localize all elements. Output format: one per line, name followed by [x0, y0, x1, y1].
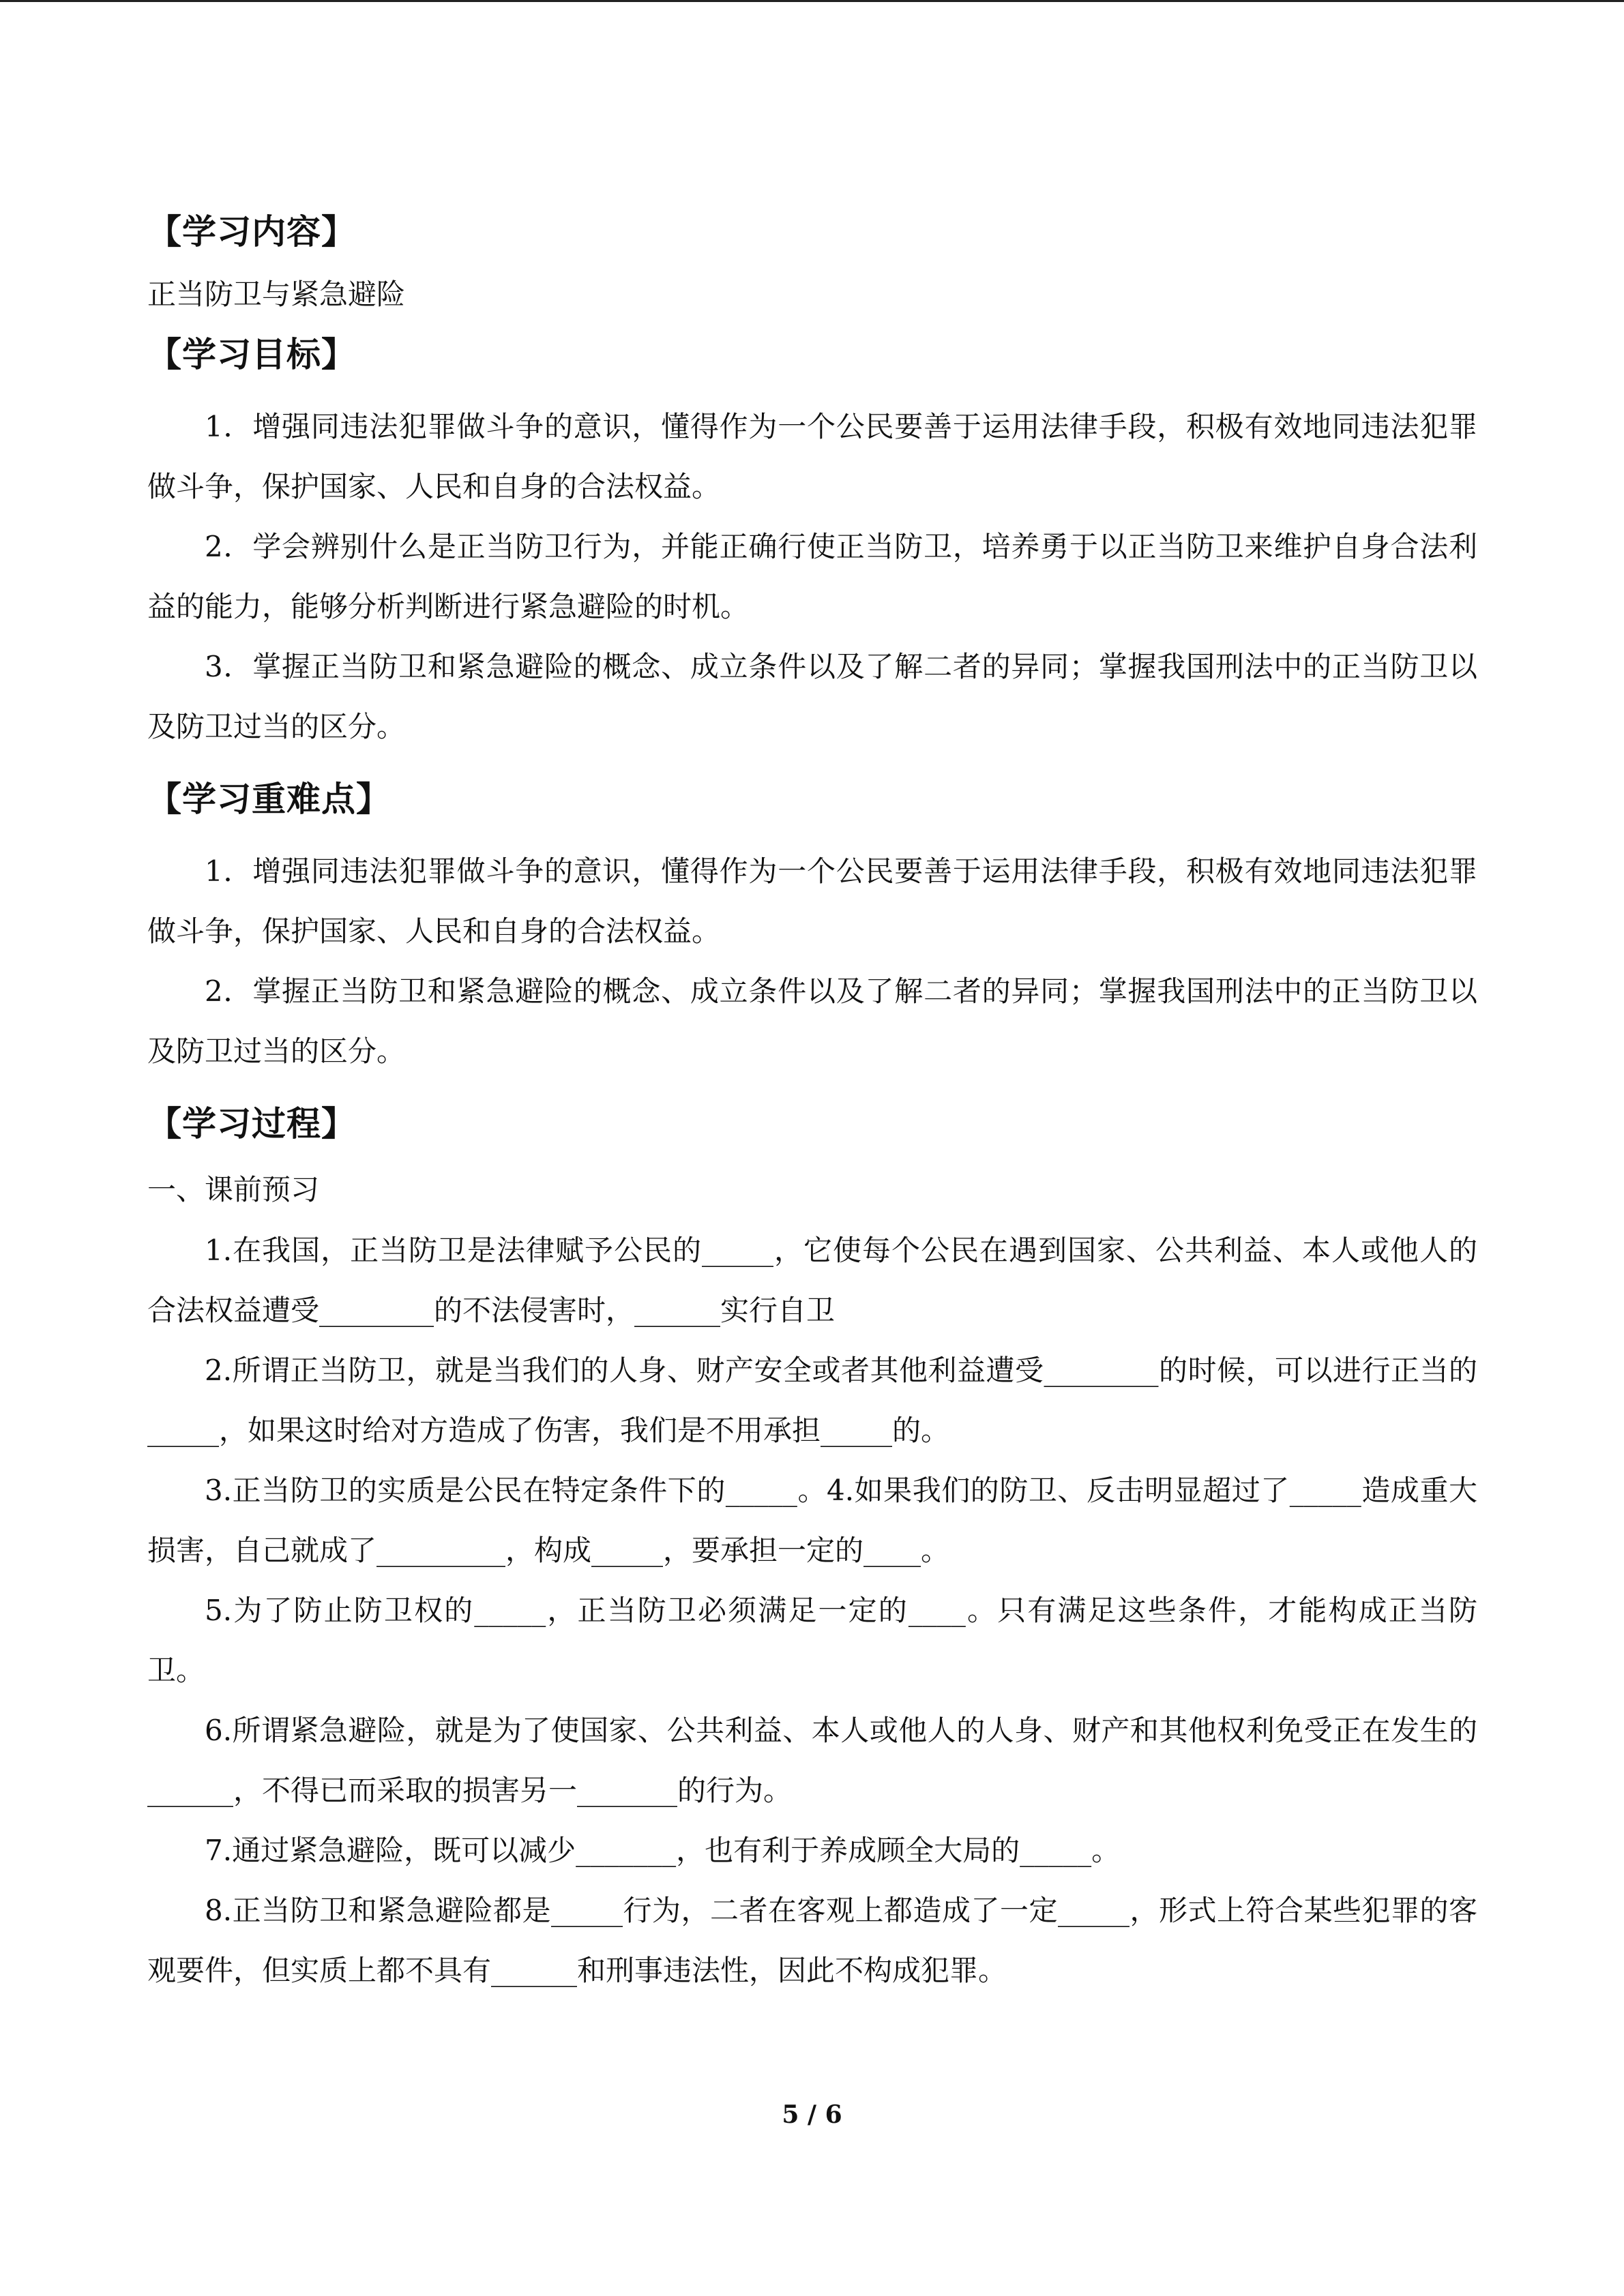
key-point-item-2: 2．掌握正当防卫和紧急避险的概念、成立条件以及了解二者的异同；掌握我国刑法中的正当防卫以及防卫过当的区分。	[147, 974, 1477, 1068]
exercise-item-1: 1.在我国，正当防卫是法律赋予公民的_____，它使每个公民在遇到国家、公共利益、本人或他人的合法权益遭受________的不法侵害时，______实行自卫	[147, 1234, 1477, 1327]
learning-goals-list	[147, 397, 1477, 757]
key-points-list	[147, 841, 1477, 1082]
heading-learning-content: 【学习内容】	[147, 212, 356, 252]
exercise-item-3: 3.正当防卫的实质是公民在特定条件下的_____。4.如果我们的防卫、反击明显超过了_____造成重大损害，自己就成了_________，构成_____，要承担一定的____。	[147, 1474, 1477, 1567]
preview-exercises-list	[147, 1221, 1477, 2001]
page-number: 5 / 6	[782, 2100, 842, 2129]
exercise-item-7: 8.正当防卫和紧急避险都是_____行为，二者在客观上都造成了一定_____，形式上符合某些犯罪的客观要件，但实质上都不具有______和刑事违法性，因此不构成犯罪。	[147, 1894, 1477, 1987]
exercise-item-4: 5.为了防止防卫权的_____，正当防卫必须满足一定的____。只有满足这些条件，才能构成正当防卫。	[147, 1594, 1477, 1687]
top-border-line	[0, 0, 1624, 2]
key-point-item-1: 1．增强同违法犯罪做斗争的意识，懂得作为一个公民要善于运用法律手段，积极有效地同违法犯罪做斗争，保护国家、人民和自身的合法权益。	[147, 854, 1477, 948]
part-label-preview: 一、课前预习	[147, 1173, 320, 1206]
goal-item-1: 1．增强同违法犯罪做斗争的意识，懂得作为一个公民要善于运用法律手段，积极有效地同违法犯罪做斗争，保护国家、人民和自身的合法权益。	[147, 410, 1477, 503]
document-body	[147, 205, 1477, 2016]
goal-item-3: 3．掌握正当防卫和紧急避险的概念、成立条件以及了解二者的异同；掌握我国刑法中的正当防卫以及防卫过当的区分。	[147, 650, 1477, 743]
exercise-item-6: 7.通过紧急避险，既可以减少_______，也有利于养成顾全大局的_____。	[205, 1834, 1121, 1867]
heading-learning-goals: 【学习目标】	[147, 335, 356, 374]
goal-item-2: 2．学会辨别什么是正当防卫行为，并能正确行使正当防卫，培养勇于以正当防卫来维护自身合法利益的能力，能够分析判断进行紧急避险的时机。	[147, 530, 1477, 623]
exercise-item-5: 6.所谓紧急避险，就是为了使国家、公共利益、本人或他人的人身、财产和其他权利免受正在发生的______，不得已而采取的损害另一_______的行为。	[147, 1714, 1477, 1807]
learning-content-topic: 正当防卫与紧急避险	[147, 278, 406, 311]
heading-key-points: 【学习重难点】	[147, 779, 391, 819]
exercise-item-2: 2.所谓正当防卫，就是当我们的人身、财产安全或者其他利益遭受________的时候，可以进行正当的_____，如果这时给对方造成了伤害，我们是不用承担_____的。	[147, 1354, 1477, 1447]
heading-learning-process: 【学习过程】	[147, 1104, 356, 1144]
